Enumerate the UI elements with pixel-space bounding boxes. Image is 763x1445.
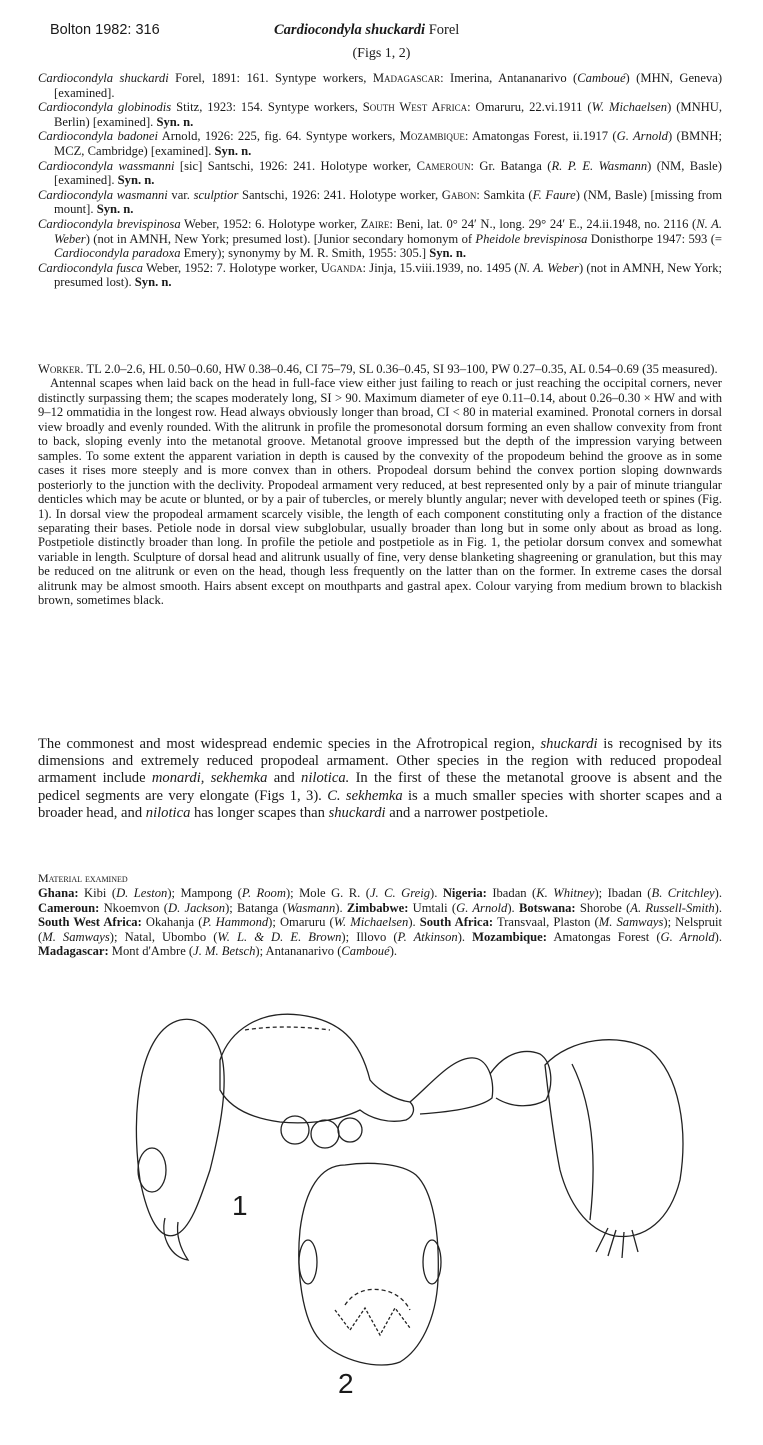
collector-name: A. Russell-Smith (630, 900, 715, 915)
syn-nov-label: Syn. n. (134, 275, 172, 290)
collector-name: N. A. Weber (518, 260, 579, 275)
syn-nov-label: Syn. n. (156, 114, 194, 129)
collector-name: M. Samways (42, 929, 110, 944)
citation-text: ) (BMNH; MCZ, Cambridge) [examined]. (54, 129, 723, 158)
country-label: South West Africa: (38, 915, 142, 930)
diag-italic: nilotica. (301, 770, 350, 787)
country-label: Nigeria: (442, 886, 487, 900)
worker-measurements: . TL 2.0–2.6, HL 0.50–0.60, HW 0.38–0.46, CI 75–79, SL 0.36–0.45, SI 93–100, PW 0.27–0.35, AL 0.54–0.69 (35 measured). (80, 362, 718, 376)
diag-italic: C. sekhemka (327, 787, 403, 804)
coxa-3 (338, 1118, 362, 1142)
country-name: Gabon (441, 187, 477, 202)
metanotal-line (245, 1027, 330, 1030)
coxa-2 (311, 1120, 339, 1148)
citation-text: : Beni, lat. 0° 24′ N., long. 29° 24′ E., 24.ii.1948, no. 2116 ( (389, 216, 697, 231)
eye-profile (138, 1148, 166, 1192)
material-text: ); Batanga ( (225, 900, 287, 915)
diag-text: is recognised by its dimensions and extremely reduced propodeal armament. Other species in the region with reduced propodeal armament include (38, 736, 722, 787)
collector-name: M. Samways (598, 915, 664, 930)
taxon-name: Cardiocondyla globinodis (38, 100, 172, 115)
collector-name: G. Arnold (616, 129, 668, 144)
country-name: Mozambique (399, 129, 465, 144)
citation-text: Weber, 1952: 7. Holotype worker, (142, 260, 321, 275)
diag-text: has longer scapes than (190, 804, 329, 821)
collector-name: Camboué (577, 71, 626, 85)
material-text: ). (389, 944, 398, 959)
collector-name: P. Room (241, 886, 286, 900)
collector-name: G. Arnold (660, 929, 715, 944)
collector-name: W. Michaelsen (333, 915, 409, 930)
citation-text: Arnold, 1926: 225, fig. 64. Syntype workers, (158, 129, 400, 144)
diag-italic: nilotica (145, 804, 191, 821)
syn-nov-label: Syn. n. (429, 246, 467, 261)
material-text: ). (507, 900, 519, 915)
material-text: Shorobe ( (575, 900, 631, 915)
synonym-entry (38, 217, 722, 261)
material-text (38, 886, 722, 959)
worker-description (38, 362, 722, 608)
collector-name: Wasmann (286, 900, 336, 915)
collector-name: G. Arnold (456, 900, 508, 915)
material-text: Okahanja ( (141, 915, 203, 930)
taxon-name: Cardiocondyla badonei (38, 129, 159, 144)
material-text: ); Mampong ( (167, 886, 242, 900)
country-name: South West Africa (362, 100, 468, 115)
country-name: Zaire (360, 216, 390, 231)
diag-text: is a much smaller species with shorter scapes and a broader head, and (38, 787, 722, 821)
material-text: Amatongas Forest ( (546, 929, 661, 944)
citation-text: ) (not in AMNH, New York; presumed lost). [Junior secondary homonym of (85, 231, 476, 246)
alitrunk (220, 1014, 413, 1123)
material-text: ); Nelspruit ( (38, 915, 723, 944)
citation-text: : Omaruru, 22.vi.1911 ( (467, 100, 592, 115)
collector-name: D. Leston (116, 886, 168, 900)
diagnosis-paragraph (38, 736, 722, 822)
coxa-1 (281, 1116, 309, 1144)
diag-italic: monardi, sekhemka (151, 770, 268, 787)
country-name: Uganda (320, 260, 363, 275)
material-text: ); Natal, Ubombo ( (109, 929, 218, 944)
mandible (164, 1218, 188, 1260)
synonym-entry (38, 261, 722, 290)
country-label: Mozambique: (472, 929, 547, 944)
synonym-entry (38, 188, 722, 217)
country-label: Zimbabwe: (346, 900, 409, 915)
collector-name: R. P. E. Wasmann (551, 158, 648, 173)
figure-label-2: 2 (338, 1368, 354, 1399)
diag-text: and (267, 770, 302, 787)
citation-text: [sic] Santschi, 1926: 241. Holotype worker, (174, 158, 417, 173)
citation-text: ) (NM, Basle) [examined]. (54, 158, 722, 188)
diag-text: The commonest and most widespread endemic species in the Afrotropical region, (38, 736, 541, 752)
synonymy-list (38, 71, 722, 290)
citation-text: ) (MNHU, Berlin) [examined]. (54, 100, 723, 129)
material-text: Transvaal, Plaston ( (493, 915, 599, 930)
material-text: ). (714, 900, 722, 915)
figure-label-1: 1 (232, 1190, 248, 1221)
worker-label: Worker (38, 362, 81, 376)
material-text: Umtali ( (408, 900, 457, 915)
species-title-name: Cardiocondyla shuckardi (274, 22, 426, 38)
citation-text: Weber, 1952: 6. Holotype worker, (180, 216, 361, 231)
material-examined (38, 886, 722, 959)
citation-text: Donisthorpe 1947: 593 (= (587, 231, 722, 246)
citation-text: var. (167, 187, 194, 202)
material-text: ); Antananarivo ( (255, 944, 342, 959)
head-profile (136, 1019, 224, 1236)
frontal-lobes (345, 1289, 410, 1310)
diag-italic: shuckardi (328, 804, 386, 821)
material-text: Kibi ( (78, 886, 117, 900)
citation-text: Emery); synonymy by M. R. Smith, 1955: 305.] (180, 246, 430, 261)
collector-name: N. A. Weber (54, 216, 723, 246)
material-text: ). (335, 900, 347, 915)
gaster-apex-hairs (596, 1228, 638, 1258)
diag-italic: shuckardi (540, 736, 598, 752)
synonym-entry (38, 159, 722, 188)
synonym-entry (38, 100, 722, 129)
country-label: Botswana: (518, 900, 576, 915)
synonym-entry (38, 71, 722, 100)
species-title-author: Forel (425, 22, 460, 38)
petiole (410, 1058, 493, 1114)
material-text: Mont d'Ambre ( (108, 944, 194, 959)
collector-name: J. M. Betsch (193, 944, 256, 959)
synonym-entry (38, 129, 722, 158)
citation-text: ) (not in AMNH, New York; presumed lost). (54, 260, 722, 290)
taxon-name: Pheidole brevispinosa (475, 231, 588, 246)
figure-reference: (Figs 1, 2) (352, 46, 411, 61)
taxon-name: Cardiocondyla fusca (38, 260, 143, 275)
clypeus (335, 1308, 410, 1335)
material-text: ). (408, 915, 420, 930)
country-label: Madagascar: (38, 944, 109, 959)
material-heading: Material examined (38, 871, 128, 885)
eye-left (299, 1240, 317, 1284)
collector-name: Camboué (341, 944, 390, 959)
country-label: Cameroun: (38, 900, 100, 915)
ant-illustration (120, 990, 690, 1410)
head-full-face (299, 1163, 438, 1365)
collector-name: D. Jackson (168, 900, 226, 915)
collector-name: P. Atkinson (397, 929, 458, 944)
syn-nov-label: Syn. n. (214, 143, 252, 158)
diag-text: and a narrower postpetiole. (385, 804, 549, 821)
citation-text: : Jinja, 15.viii.1939, no. 1495 ( (362, 260, 519, 275)
collector-name: W. Michaelsen (591, 100, 668, 115)
citation-text: : Imerina, Antananarivo ( (440, 71, 578, 85)
taxon-name: Cardiocondyla shuckardi (38, 71, 169, 85)
material-text: ). (714, 886, 722, 900)
collector-name: F. Faure (532, 187, 576, 202)
citation-text: : Gr. Batanga ( (470, 158, 552, 173)
material-text: Ibadan ( (486, 886, 537, 900)
diag-text: In the first of these the metanotal groove is absent and the pedicel segments are very elongate (Figs 1, 3). (38, 770, 723, 804)
material-text: Nkoemvon ( (99, 900, 168, 915)
material-text: ). (714, 929, 722, 944)
taxon-name: Cardiocondyla wasmanni (38, 187, 168, 202)
collector-name: B. Critchley (651, 886, 715, 900)
ant-drawing (120, 990, 690, 1410)
country-label: South Africa: (419, 915, 494, 930)
citation-text: ) (NM, Basle) [missing from mount]. (54, 187, 723, 217)
citation-text: Santschi, 1926: 241. Holotype worker, (238, 187, 442, 202)
gaster-segment (572, 1064, 593, 1220)
taxon-name: Cardiocondyla wassmanni (38, 158, 175, 173)
material-text: ). (430, 886, 443, 900)
material-text: ); Mole G. R. ( (285, 886, 370, 900)
material-text: ); Illovo ( (341, 929, 398, 944)
gaster (545, 1040, 683, 1237)
material-text: ); Omaruru ( (268, 915, 334, 930)
citation-text: ) (MHN, Geneva) [examined]. (54, 71, 723, 100)
page-reference: Bolton 1982: 316 (50, 22, 160, 38)
collector-name: P. Hammond (202, 915, 269, 930)
worker-description-text: Antennal scapes when laid back on the head in full-face view either just failing to reach or just reaching the occipital corners, never distinctly surpassing them; the scapes moderately long, SI > 90. Maximum diameter of eye 0.11–0.14, about 0.26–0.30 × HW and with 9–12 ommatidia in the longest row. Head always obviously longer than broad, CI < 80 in material examined. Pronotal corners in dorsal view broadly and evenly rounded. With the alitrunk in profile the promesonotal dorsum forming an even shallow convexity from front to back, sloping evenly into the metanotal groove. Metanotal groove impressed but the depth of the impression varying between samples. To some extent the apparent variation in depth is caused by the convexity of the propodeum behind the groove as in some cases it rises more steeply and is more convex than in others. Propodeal dorsum behind the convex portion sloping downwards posteriorly to the junction with the declivity. Propodeal armament very reduced, at best represented only by a pair of minute triangular denticles which may be acute or blunted, or by a pair of tubercles, or merely bluntly angular; never with developed teeth or spines (Fig. 1). In dorsal view the propodeal armament scarcely visible, the length of each component constituting only a fraction of the distance separating their bases. Petiole node in dorsal view subglobular, usually broader than long but in some only about as broad as long. Postpetiole distinctly broader than long. In profile the petiole and postpetiole as in Fig. 1, the petiolar dorsum convex and somewhat variable in length. Sculpture of dorsal head and alitrunk usually of fine, very dense blanketing shagreening or granulation, but this may be reduced on tne alitrunk or even on the head, though less frequently on the latter than on the former. In extreme cases the dorsal alitrunk may be almost smooth. Hairs absent except on mouthparts and gastral apex. Colour varying from medium brown to blackish brown, sometimes black. (38, 376, 722, 608)
collector-name: K. Whitney (536, 886, 595, 900)
collector-name: W. L. & D. E. Brown (217, 929, 342, 944)
citation-text: Forel, 1891: 161. Syntype workers, (168, 71, 373, 85)
postpetiole (490, 1051, 551, 1105)
material-text: ); Ibadan ( (594, 886, 652, 900)
country-name: Cameroun (416, 158, 471, 173)
collector-name: J. C. Greig (369, 886, 431, 900)
country-label: Ghana: (38, 886, 79, 900)
taxon-name: sculptior (193, 187, 239, 202)
taxon-name: Cardiocondyla brevispinosa (38, 216, 181, 231)
material-text: ). (457, 929, 473, 944)
citation-text: : Amatongas Forest, ii.1917 ( (464, 129, 617, 144)
country-name: Madagascar (372, 71, 441, 85)
citation-text: : Samkita ( (476, 187, 533, 202)
syn-nov-label: Syn. n. (117, 173, 155, 188)
citation-text: Stitz, 1923: 154. Syntype workers, (171, 100, 363, 115)
syn-nov-label: Syn. n. (96, 202, 134, 217)
taxon-name: Cardiocondyla paradoxa (54, 246, 181, 261)
species-title (274, 22, 459, 39)
